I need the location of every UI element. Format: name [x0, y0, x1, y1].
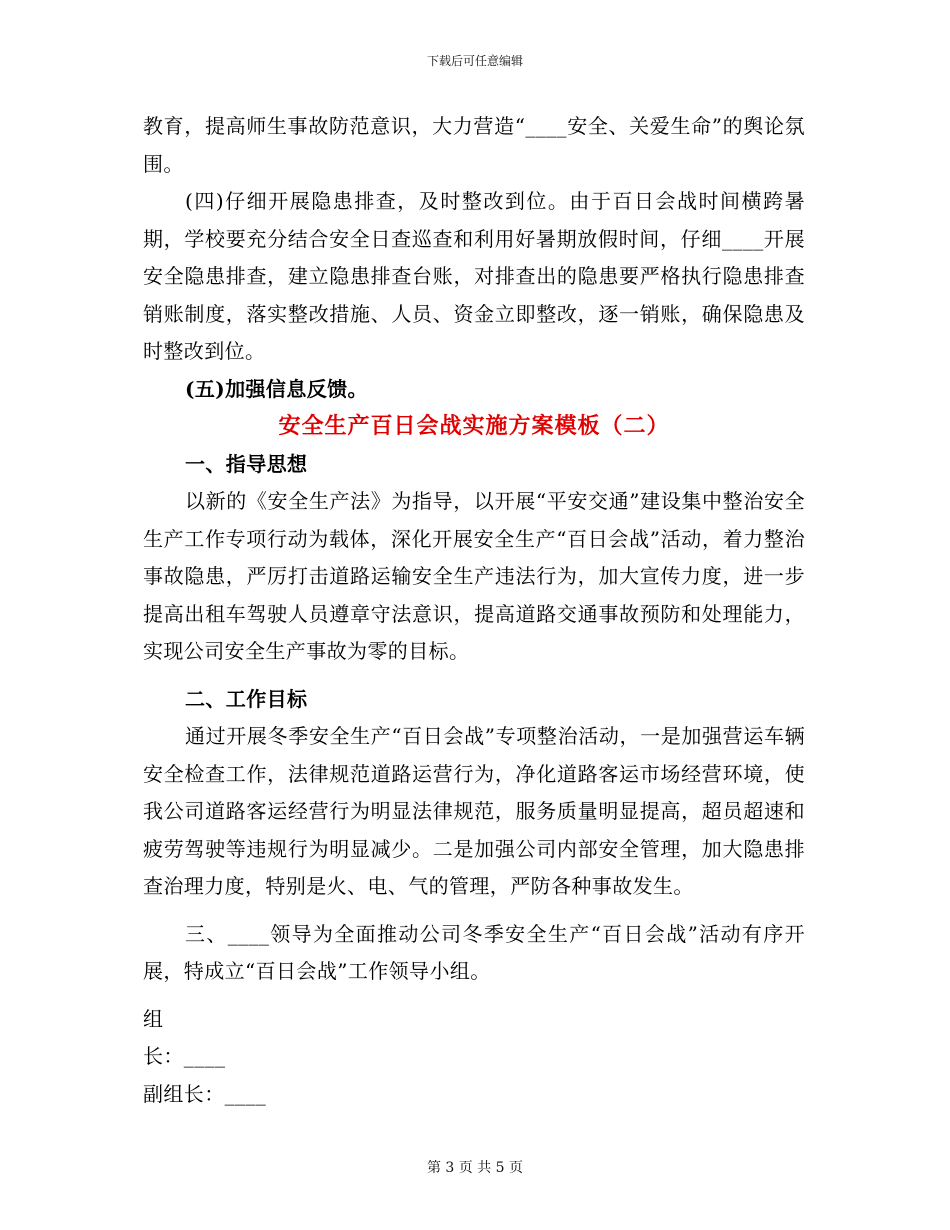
page-header: 下载后可任意编辑 [426, 54, 523, 68]
heading-guiding-ideology: 一、指导思想 [185, 451, 308, 476]
paragraph-education: 教育，提高师生事故防范意识，大力营造“____安全、关爱生命”的舆论氛围。 [143, 114, 805, 176]
paragraph-info-feedback: (五)加强信息反馈。 [185, 376, 368, 401]
paragraph-leadership: 三、____领导为全面推动公司冬季安全生产“百日会战”活动有序开展，特成立“百日会战”工作领导小组。 [143, 921, 805, 983]
page-footer: 第 3 页 共 5 页 [426, 1160, 524, 1176]
section-title: 安全生产百日会战实施方案模板（二） [278, 413, 670, 439]
paragraph-work-goals: 通过开展冬季安全生产“百日会战”专项整治活动，一是加强营运车辆安全检查工作，法律规范道路运营行为，净化道路客运市场经营环境，使我公司道路客运经营行为明显法律规范，服务质量明显提高，超员超速和疲劳驾驶等违规行为明显减少。二是加强公司内部安全管理，加大隐患排查治理力度，特别是火、电、气的管理，严防各种事故发生。 [143, 724, 805, 898]
document-body [143, 108, 805, 1113]
paragraph-hazard-check: (四)仔细开展隐患排查，及时整改到位。由于百日会战时间横跨暑期，学校要充分结合安全日查巡查和利用好暑期放假时间，仔细____开展安全隐患排查，建立隐患排查台账，对排查出的隐患要严格执行隐患排查销账制度，落实整改措施、人员、资金立即整改，逐一销账，确保隐患及时整改到位。 [143, 189, 805, 363]
line-deputy-leader: 副组长：____ [143, 1081, 267, 1106]
heading-work-goals: 二、工作目标 [185, 686, 308, 711]
line-group: 组 [143, 1006, 164, 1031]
line-leader: 长：____ [143, 1044, 226, 1068]
paragraph-guiding-ideology: 以新的《安全生产法》为指导，以开展“平安交通”建设集中整治安全生产工作专项行动为载体，深化开展安全生产“百日会战”活动，着力整治事故隐患，严厉打击道路运输安全生产违法行为，加大宣传力度，进一步提高出租车驾驶人员遵章守法意识，提高道路交通事故预防和处理能力，实现公司安全生产事故为零的目标。 [143, 489, 805, 663]
